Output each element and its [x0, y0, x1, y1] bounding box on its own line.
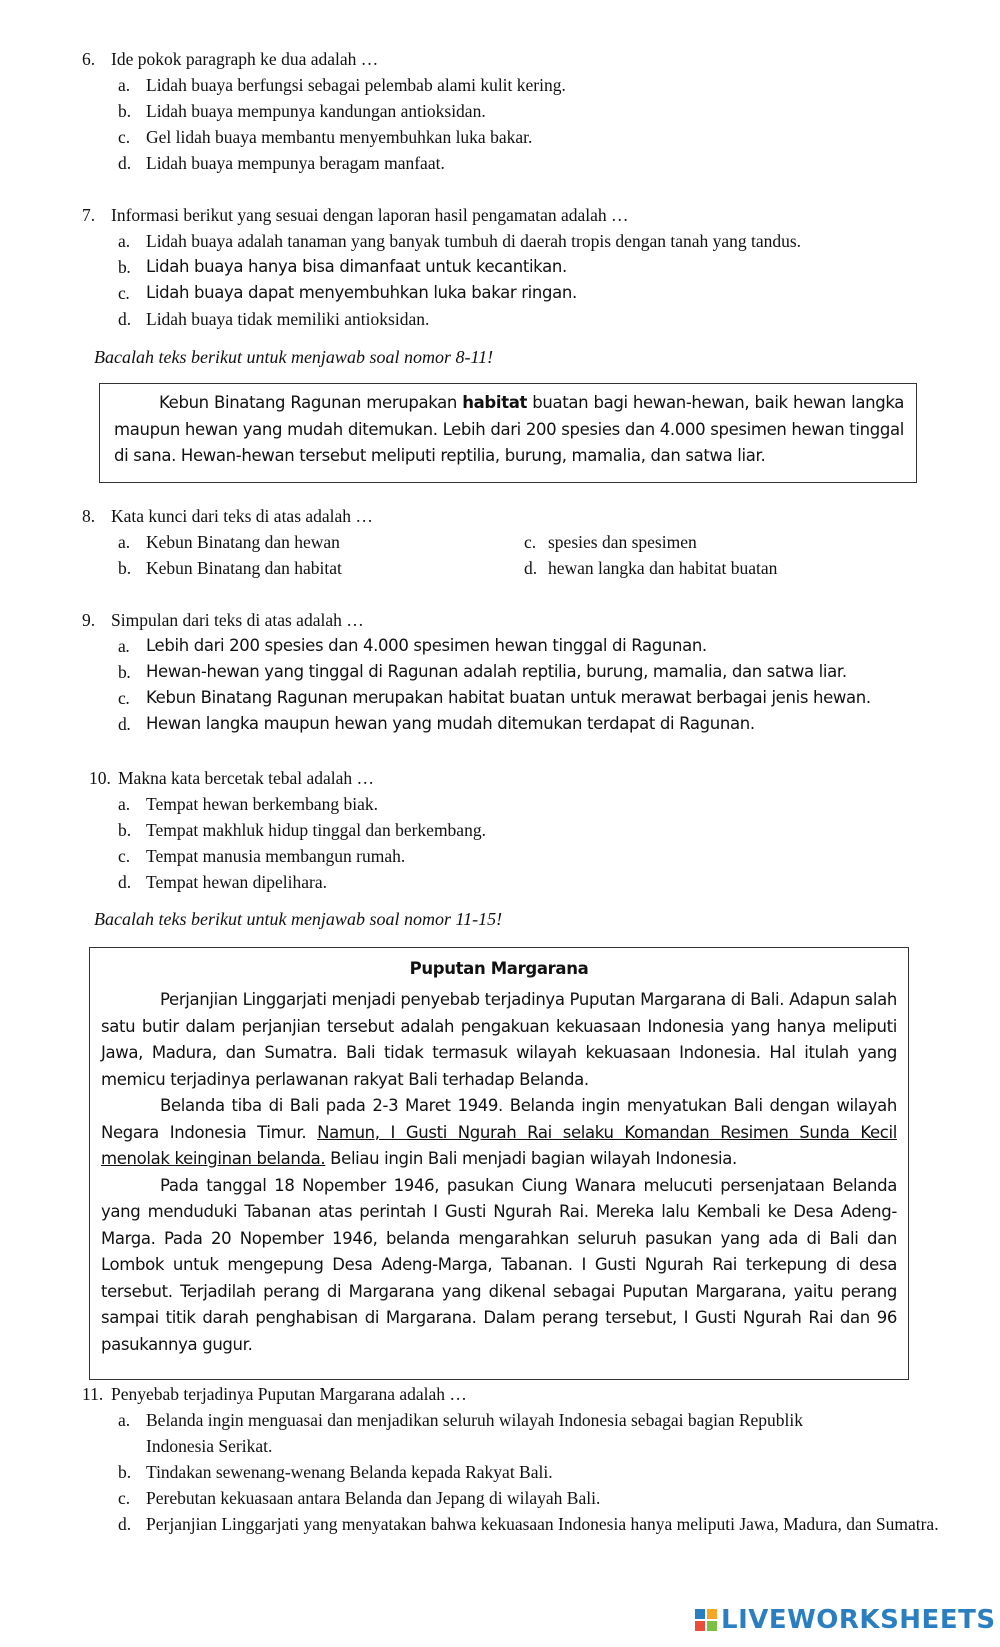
option-d[interactable]: [524, 555, 930, 581]
option-text: spesies dan spesimen: [548, 532, 697, 552]
option-text: Gel lidah buaya membantu menyembuhkan luka bakar.: [146, 127, 533, 147]
question-stem: Penyebab terjadinya Puputan Margarana adalah …: [111, 1384, 467, 1404]
option-text: Hewan-hewan yang tinggal di Ragunan adalah reptilia, burung, mamalia, dan satwa liar.: [146, 662, 847, 681]
option-c[interactable]: [118, 1485, 942, 1511]
option-label: c.: [118, 1488, 131, 1508]
option-label: a.: [118, 231, 131, 251]
passage-2-paragraph-2: [101, 1093, 897, 1173]
option-label: c.: [118, 283, 130, 303]
option-text: Tempat manusia membangun rumah.: [146, 846, 406, 866]
option-b[interactable]: [118, 817, 486, 843]
option-b[interactable]: [118, 254, 801, 280]
option-text: Lebih dari 200 spesies dan 4.000 spesimen hewan tinggal di Ragunan.: [146, 636, 707, 655]
option-label: a.: [118, 1410, 131, 1430]
option-text: Kebun Binatang dan habitat: [146, 558, 342, 578]
option-text: Kebun Binatang dan hewan: [146, 532, 340, 552]
question-8: [82, 503, 930, 581]
instruction-1: Bacalah teks berikut untuk menjawab soal nomor 8-11!: [94, 347, 494, 367]
option-text: Lidah buaya adalah tanaman yang banyak tumbuh di daerah tropis dengan tanah yang tandus.: [146, 231, 802, 251]
option-text: Hewan langka maupun hewan yang mudah ditemukan terdapat di Ragunan.: [146, 714, 755, 733]
option-a[interactable]: [118, 633, 871, 659]
option-b[interactable]: [118, 659, 871, 685]
question-stem: Simpulan dari teks di atas adalah …: [111, 610, 364, 630]
bold-keyword: habitat: [462, 393, 528, 412]
question-stem: Makna kata bercetak tebal adalah …: [118, 768, 375, 788]
question-stem: Informasi berikut yang sesuai dengan laporan hasil pengamatan adalah …: [111, 205, 629, 225]
option-text: hewan langka dan habitat buatan: [548, 558, 778, 578]
option-d[interactable]: [118, 869, 486, 895]
liveworksheets-logo-icon: [695, 1609, 717, 1631]
question-6: [82, 46, 566, 176]
option-d[interactable]: [118, 150, 566, 176]
option-a[interactable]: [118, 791, 486, 817]
question-number: 11.: [82, 1384, 104, 1404]
liveworksheets-logo-text: LIVEWORKSHEETS: [721, 1605, 996, 1635]
passage-2-paragraph-3: Pada tanggal 18 Nopember 1946, pasukan Ciung Wanara melucuti persenjataan Belanda yang menduduki Tabanan atas perintah I Gusti Ngurah Rai. Mereka lalu Kembali ke Desa Adeng-Marga. Pada 20 Nopember 1946, belanda mengarahkan seluruh pasukan yang ada di Bali dan Lombok untuk mengepung Desa Adeng-Marga, Tabanan. I Gusti Ngurah Rai terkepung di desa tersebut. Terjadilah perang di Margarana yang dikenal sebagai Puputan Margarana, yaitu perang sampai titik darah penghabisan di Margarana. Dalam perang tersebut, I Gusti Ngurah Rai dan 96 pasukannya gugur.: [101, 1175, 897, 1354]
passage-text-segment: Kebun Binatang Ragunan merupakan: [159, 393, 463, 412]
option-label: a.: [118, 636, 130, 656]
question-number: 10.: [89, 768, 111, 788]
option-label: b.: [118, 257, 131, 277]
question-number: 7.: [82, 205, 96, 225]
option-label: a.: [118, 75, 131, 95]
option-label: c.: [524, 532, 537, 552]
option-text: Lidah buaya tidak memiliki antioksidan.: [146, 309, 430, 329]
option-text: Perjanjian Linggarjati yang menyatakan bahwa kekuasaan Indonesia hanya meliputi Jawa, Madura, dan Sumatra.: [146, 1514, 939, 1534]
option-text: Lidah buaya mempunya beragam manfaat.: [146, 153, 445, 173]
option-c[interactable]: [118, 280, 801, 306]
option-text: Tempat hewan berkembang biak.: [146, 794, 379, 814]
option-label: b.: [118, 1462, 132, 1482]
option-text: Lidah buaya berfungsi sebagai pelembab alami kulit kering.: [146, 75, 566, 95]
passage-1-box: [99, 383, 917, 483]
option-c[interactable]: [118, 843, 486, 869]
option-label: d.: [118, 714, 131, 734]
option-a[interactable]: [118, 228, 801, 254]
passage-text-segment: Beliau ingin Bali menjadi bagian wilayah Indonesia.: [325, 1149, 737, 1168]
option-label: b.: [118, 101, 132, 121]
question-10: [89, 765, 486, 895]
option-a[interactable]: [118, 1407, 942, 1459]
option-text: Lidah buaya dapat menyembuhkan luka bakar ringan.: [146, 283, 577, 302]
question-7: [82, 202, 801, 332]
option-label: b.: [118, 558, 132, 578]
option-text: Tempat hewan dipelihara.: [146, 872, 327, 892]
option-b[interactable]: [118, 1459, 942, 1485]
option-label: d.: [118, 309, 132, 329]
option-a[interactable]: [118, 529, 524, 555]
question-number: 8.: [82, 506, 96, 526]
question-stem: Ide pokok paragraph ke dua adalah …: [111, 49, 379, 69]
option-text: Belanda ingin menguasai dan menjadikan seluruh wilayah Indonesia sebagai bagian Republik Indonesia Serikat.: [146, 1410, 804, 1456]
passage-2-paragraph-1: Perjanjian Linggarjati menjadi penyebab terjadinya Puputan Margarana di Bali. Adapun salah satu butir dalam perjanjian tersebut adalah pengakuan kekuasaan Indonesia yang hanya meliputi Jawa, Madura, dan Sumatra. Bali tidak termasuk wilayah kekuasaan Indonesia. Hal itulah yang memicu terjadinya perlawanan rakyat Bali terhadap Belanda.: [101, 990, 897, 1089]
option-d[interactable]: [118, 711, 871, 737]
option-text: Tindakan sewenang-wenang Belanda kepada Rakyat Bali.: [146, 1462, 553, 1482]
option-label: c.: [118, 846, 131, 866]
option-text: Lidah buaya mempunya kandungan antioksidan.: [146, 101, 486, 121]
underlined-sentence: Namun, I Gusti Ngurah Rai selaku Komandan Resimen Sunda Kecil menolak keinginan belanda.: [101, 1122, 897, 1168]
option-c[interactable]: [118, 685, 871, 711]
question-number: 9.: [82, 610, 96, 630]
option-label: d.: [118, 153, 132, 173]
passage-text-segment: buatan bagi hewan-hewan, baik hewan langka maupun hewan yang mudah ditemukan. Lebih dari 200 spesies dan 4.000 spesimen hewan tinggal di sana. Hewan-hewan tersebut meliputi reptilia, burung, mamalia, dan satwa liar.: [114, 393, 904, 465]
option-c[interactable]: [118, 124, 566, 150]
passage-2-title: Puputan Margarana: [409, 959, 589, 978]
option-label: a.: [118, 532, 131, 552]
option-text: Perebutan kekuasaan antara Belanda dan Jepang di wilayah Bali.: [146, 1488, 601, 1508]
option-text: Lidah buaya hanya bisa dimanfaat untuk kecantikan.: [146, 257, 567, 276]
question-stem: Kata kunci dari teks di atas adalah …: [111, 506, 373, 526]
option-label: c.: [118, 688, 130, 708]
passage-2-box: [89, 947, 909, 1380]
option-a[interactable]: [118, 72, 566, 98]
option-d[interactable]: [118, 306, 801, 332]
option-label: d.: [118, 872, 132, 892]
question-9: [82, 607, 871, 737]
option-label: d.: [118, 1514, 132, 1534]
option-label: a.: [118, 794, 131, 814]
option-b[interactable]: [118, 555, 524, 581]
option-text: Tempat makhluk hidup tinggal dan berkembang.: [146, 820, 486, 840]
option-label: b.: [118, 662, 131, 682]
instruction-2: Bacalah teks berikut untuk menjawab soal nomor 11-15!: [94, 909, 503, 929]
question-11: [82, 1381, 942, 1537]
option-b[interactable]: [118, 98, 566, 124]
option-c[interactable]: [524, 529, 930, 555]
option-label: d.: [524, 558, 538, 578]
liveworksheets-logo[interactable]: [695, 1605, 996, 1635]
option-label: b.: [118, 820, 132, 840]
option-label: c.: [118, 127, 131, 147]
passage-text-segment: Belanda tiba di Bali pada 2-3 Maret 1949. Belanda ingin menyatukan Bali dengan wilayah Negara Indonesia Timur.: [101, 1096, 897, 1142]
question-number: 6.: [82, 49, 96, 69]
option-d[interactable]: [118, 1511, 942, 1537]
option-text: Kebun Binatang Ragunan merupakan habitat buatan untuk merawat berbagai jenis hewan.: [146, 688, 871, 707]
passage-1-text: [114, 390, 904, 470]
